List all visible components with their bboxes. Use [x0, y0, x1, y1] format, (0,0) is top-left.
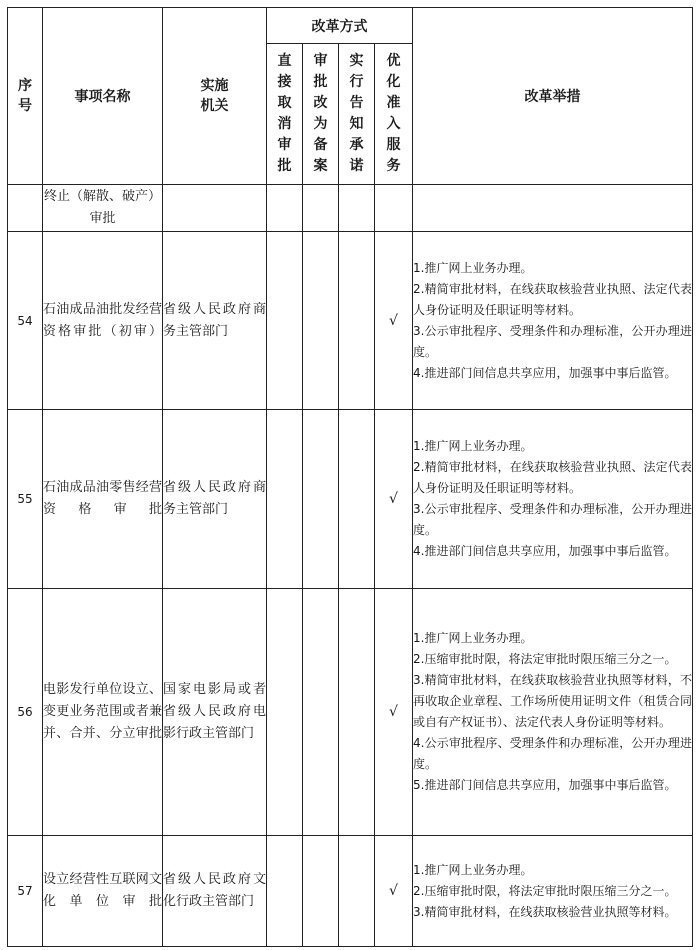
measure-item: 3.精简审批材料，在线获取核验营业执照等材料，不再收取企业章程、工作场所使用证明文件（租赁合同或自有产权证书）、法定代表人身份证明等材料。: [413, 673, 692, 729]
row-optimize-mark: √: [375, 410, 413, 589]
row-item-name: 石油成品油批发经营资格审批（初审）: [43, 232, 163, 410]
header-cancel-approval: 直接取消审批: [267, 44, 303, 185]
measure-item: 4.公示审批程序、受理条件和办理标准，公开办理进度。: [413, 736, 692, 771]
header-item-name: 事项名称: [43, 8, 163, 185]
row-item-name: 设立经营性互联网文化单位审批: [43, 836, 163, 947]
measure-item: 2.精简审批材料，在线获取核验营业执照、法定代表人身份证明及任职证明等材料。: [413, 281, 692, 317]
table-row: [8, 232, 693, 410]
reform-table: [7, 7, 693, 947]
row-measures: [413, 589, 693, 836]
row-item-name: 终止（解散、破产）审批: [43, 185, 163, 232]
row-org: 国家电影局或者省级人民政府电影行政主管部门: [163, 589, 267, 836]
measure-item: 1.推广网上业务办理。: [413, 260, 533, 275]
row-optimize-mark: √: [375, 232, 413, 410]
row-filing-mark: [303, 589, 339, 836]
row-no: 56: [8, 589, 43, 836]
row-commit-mark: [339, 410, 375, 589]
header-reform-method: 改革方式: [267, 8, 413, 44]
header-org: 实施机关: [163, 8, 267, 185]
row-measures: [413, 410, 693, 589]
row-cancel-mark: [267, 836, 303, 947]
row-no: 54: [8, 232, 43, 410]
row-org: 省级人民政府商务主管部门: [163, 410, 267, 589]
measure-item: 1.推广网上业务办理。: [413, 631, 533, 645]
row-cancel-mark: [267, 232, 303, 410]
measure-item: 1.推广网上业务办理。: [413, 439, 533, 453]
row-filing-mark: [303, 232, 339, 410]
row-measures: [413, 232, 693, 410]
row-org: 省级人民政府商务主管部门: [163, 232, 267, 410]
row-measures: [413, 185, 693, 232]
row-item-name: 电影发行单位设立、变更业务范围或者兼并、合并、分立审批: [43, 589, 163, 836]
row-cancel-mark: [267, 185, 303, 232]
row-item-name: 石油成品油零售经营资格审批: [43, 410, 163, 589]
table-row: [8, 410, 693, 589]
table-row: [8, 589, 693, 836]
row-filing-mark: [303, 836, 339, 947]
measure-item: 4.推进部门间信息共享应用，加强事中事后监管。: [413, 365, 677, 380]
row-no: [8, 185, 43, 232]
row-no: 55: [8, 410, 43, 589]
row-cancel-mark: [267, 410, 303, 589]
header-filing: 审批改为备案: [303, 44, 339, 185]
row-optimize-mark: √: [375, 836, 413, 947]
measure-item: 5.推进部门间信息共享应用，加强事中事后监管。: [413, 778, 677, 792]
measure-item: 2.精简审批材料，在线获取核验营业执照、法定代表人身份证明及任职证明等材料。: [413, 460, 692, 495]
measure-item: 1.推广网上业务办理。: [413, 862, 533, 877]
row-no: 57: [8, 836, 43, 947]
measure-item: 3.公示审批程序、受理条件和办理标准，公开办理进度。: [413, 323, 692, 359]
table-row: [8, 185, 693, 232]
measure-item: 2.压缩审批时限，将法定审批时限压缩三分之一。: [413, 883, 677, 898]
row-filing-mark: [303, 410, 339, 589]
measure-item: 3.精简审批材料，在线获取核验营业执照等材料。: [413, 904, 677, 919]
measure-item: 4.推进部门间信息共享应用，加强事中事后监管。: [413, 544, 677, 558]
measure-item: 2.压缩审批时限，将法定审批时限压缩三分之一。: [413, 652, 677, 666]
row-commit-mark: [339, 185, 375, 232]
row-org: [163, 185, 267, 232]
row-commit-mark: [339, 836, 375, 947]
row-commit-mark: [339, 589, 375, 836]
header-optimize-service: 优化准入服务: [375, 44, 413, 185]
row-cancel-mark: [267, 589, 303, 836]
header-notify-commit: 实行告知承诺: [339, 44, 375, 185]
table-row: [8, 836, 693, 947]
row-org: 省级人民政府文化行政主管部门: [163, 836, 267, 947]
header-no: 序号: [8, 8, 43, 185]
row-optimize-mark: [375, 185, 413, 232]
row-optimize-mark: √: [375, 589, 413, 836]
row-commit-mark: [339, 232, 375, 410]
row-measures: [413, 836, 693, 947]
row-filing-mark: [303, 185, 339, 232]
measure-item: 3.公示审批程序、受理条件和办理标准，公开办理进度。: [413, 502, 692, 537]
header-measures: 改革举措: [413, 8, 693, 185]
